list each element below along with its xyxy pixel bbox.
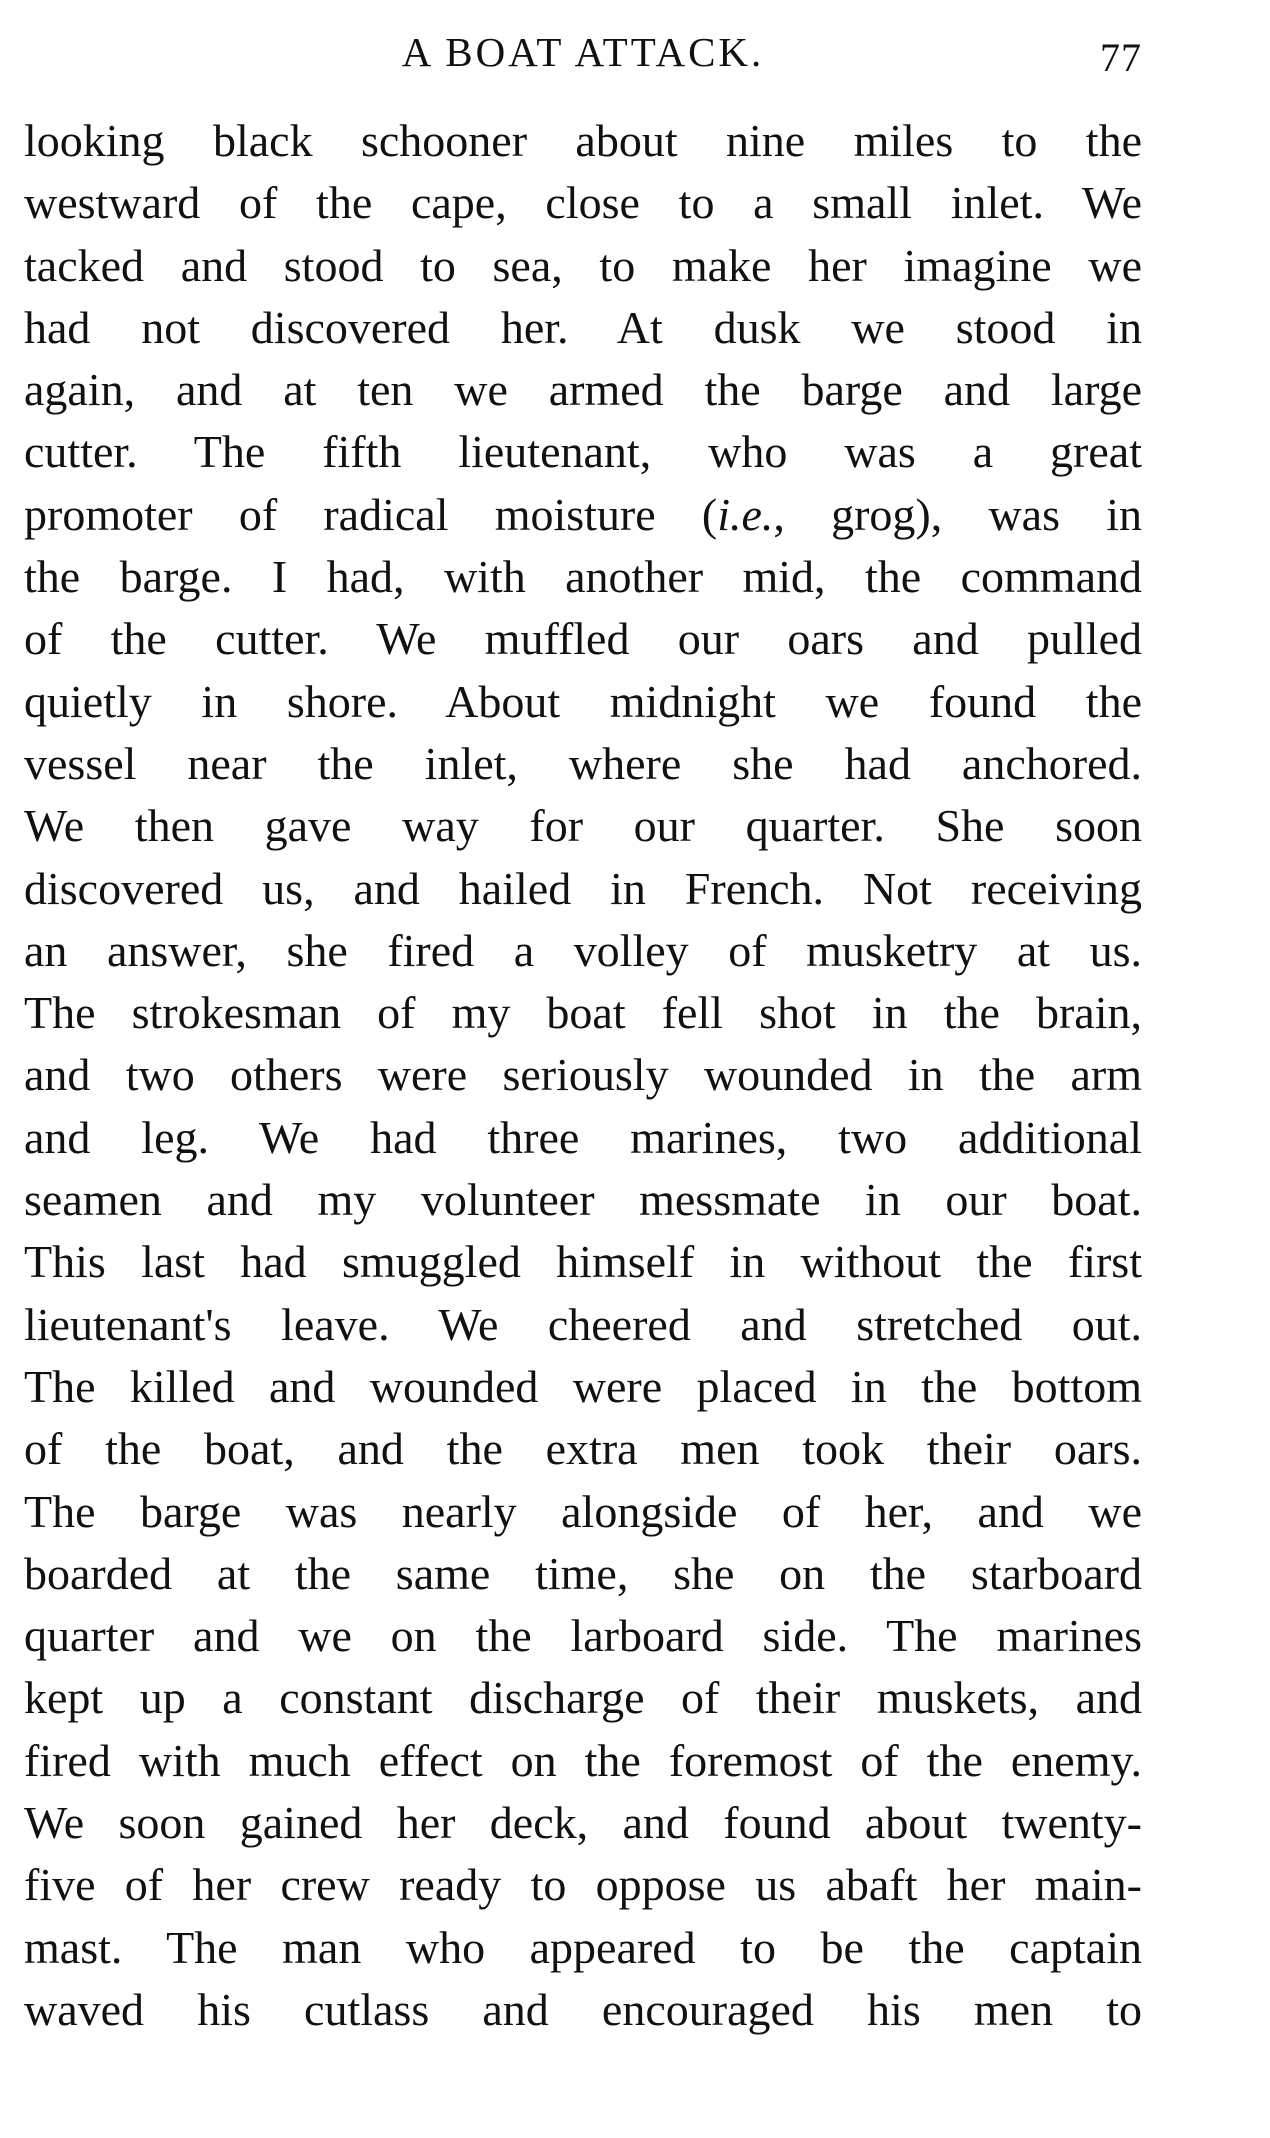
text-line: We soon gained her deck, and found about twenty- [24,1797,1142,1849]
text-line: fired with much effect on the foremost of the enemy. [24,1734,1142,1786]
text-line: again, and at ten we armed the barge and large [24,364,1142,416]
text-line: The strokesman of my boat fell shot in the brain, [24,987,1142,1039]
text-line: kept up a constant discharge of their muskets, and [24,1672,1142,1724]
italic-abbreviation: i.e. [717,488,774,540]
text-line: had not discovered her. At dusk we stood in [24,301,1142,353]
text-line: The barge was nearly alongside of her, and we [24,1485,1142,1537]
text-line: five of her crew ready to oppose us abaft her main- [24,1859,1142,1911]
text-line: westward of the cape, close to a small inlet. We [24,177,1142,229]
running-title: A BOAT ATTACK. [401,29,765,75]
text-line: cutter. The fifth lieutenant, who was a great [24,426,1142,478]
text-line: and leg. We had three marines, two additional [24,1111,1142,1163]
text-line: seamen and my volunteer messmate in our boat. [24,1174,1142,1226]
page-number: 77 [1100,35,1142,80]
text-line: The killed and wounded were placed in the bottom [24,1360,1142,1412]
body-text [24,110,1142,2041]
text-line: looking black schooner about nine miles to the [24,115,1142,166]
text-line: mast. The man who appeared to be the captain [24,1921,1142,1973]
text-line: and two others were seriously wounded in the arm [24,1049,1142,1101]
text-line: This last had smuggled himself in without the first [24,1236,1142,1288]
text-line: vessel near the inlet, where she had anchored. [24,737,1142,789]
text-line: quarter and we on the larboard side. The marines [24,1610,1142,1662]
text-line: tacked and stood to sea, to make her imagine we [24,239,1142,291]
text-line: promoter of radical moisture (i.e., grog), was in [24,488,1142,540]
running-head [24,22,1142,82]
text-line: of the boat, and the extra men took their oars. [24,1423,1142,1475]
text-line: boarded at the same time, she on the starboard [24,1547,1142,1599]
text-line: the barge. I had, with another mid, the command [24,551,1142,603]
text-line: quietly in shore. About midnight we found the [24,675,1142,727]
text-line: waved his cutlass and encouraged his men to [24,1983,1142,2035]
text-line: lieutenant's leave. We cheered and stretched out. [24,1298,1142,1350]
text-line: We then gave way for our quarter. She soon [24,800,1142,852]
text-line: of the cutter. We muffled our oars and pulled [24,613,1142,665]
text-line: discovered us, and hailed in French. Not receiving [24,862,1142,914]
text-line: an answer, she fired a volley of musketry at us. [24,924,1142,976]
